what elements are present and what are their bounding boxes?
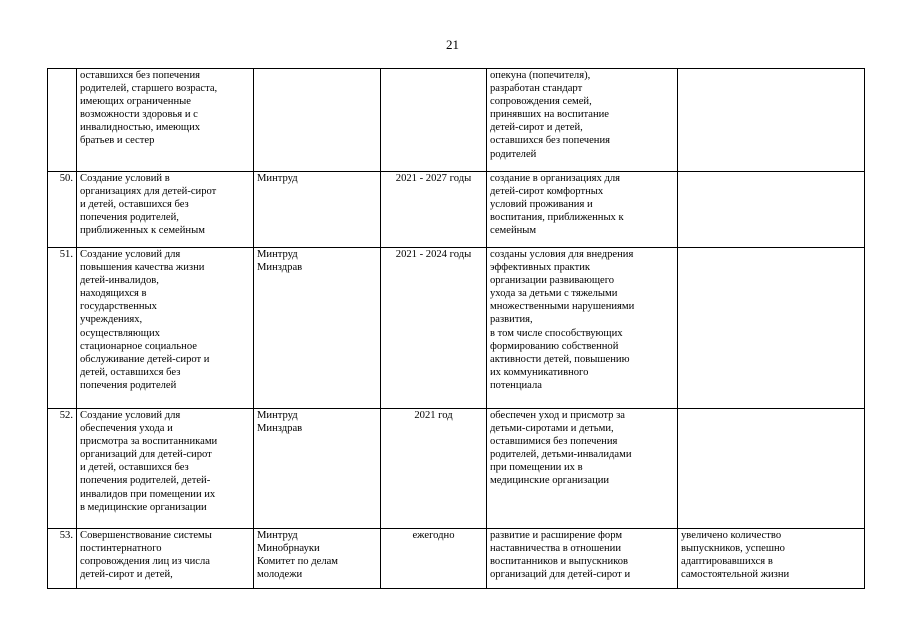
executors-cell [254, 69, 381, 172]
measure-cell: Создание условий для обеспечения ухода и присмотра за воспитанниками организаций для детей-сирот и детей, оставшихся без попечения родителей, детей- инвалидов при помещении их в медицинские организации [77, 409, 254, 529]
row-number: 52. [48, 409, 77, 529]
indicator-cell [678, 172, 865, 248]
deadline-cell: 2021 год [381, 409, 487, 529]
table-row [48, 409, 865, 529]
page-number: 21 [446, 37, 459, 52]
table-row [48, 172, 865, 248]
result-cell: развитие и расширение форм наставничества в отношении воспитанников и выпускников организаций для детей-сирот и [487, 529, 678, 589]
indicator-cell [678, 69, 865, 172]
indicator-cell [678, 409, 865, 529]
executors-cell: Минтруд Минздрав [254, 248, 381, 409]
executors-cell: Минтруд [254, 172, 381, 248]
result-cell: создание в организациях для детей-сирот комфортных условий проживания и воспитания, приближенных к семейным [487, 172, 678, 248]
table-row [48, 529, 865, 589]
result-cell: обеспечен уход и присмотр за детьми-сиротами и детьми, оставшимися без попечения родителей, детьми-инвалидами при помещении их в медицинские организации [487, 409, 678, 529]
measure-cell: Создание условий для повышения качества жизни детей-инвалидов, находящихся в государственных учреждениях, осуществляющих стационарное социальное обслуживание детей-сирот и детей, оставшихся без попечения родителей [77, 248, 254, 409]
table-row [48, 248, 865, 409]
measure-cell: оставшихся без попечения родителей, старшего возраста, имеющих ограниченные возможности здоровья и с инвалидностью, имеющих братьев и сестер [77, 69, 254, 172]
deadline-cell: 2021 - 2027 годы [381, 172, 487, 248]
table-row [48, 69, 865, 172]
deadline-cell [381, 69, 487, 172]
row-number: 51. [48, 248, 77, 409]
row-number [48, 69, 77, 172]
deadline-cell: ежегодно [381, 529, 487, 589]
row-number: 53. [48, 529, 77, 589]
deadline-cell: 2021 - 2024 годы [381, 248, 487, 409]
indicator-cell: увеличено количество выпускников, успешно адаптировавшихся в самостоятельной жизни [678, 529, 865, 589]
measure-cell: Совершенствование системы постинтернатного сопровождения лиц из числа детей-сирот и детей, [77, 529, 254, 589]
measure-cell: Создание условий в организациях для детей-сирот и детей, оставшихся без попечения родителей, приближенных к семейным [77, 172, 254, 248]
result-cell: созданы условия для внедрения эффективных практик организации развивающего ухода за детьми с тяжелыми множественными нарушениями развития, в том числе способствующих формированию собственной активности детей, повышению их коммуникативного потенциала [487, 248, 678, 409]
executors-cell: Минтруд Минобрнауки Комитет по делам молодежи [254, 529, 381, 589]
result-cell: опекуна (попечителя), разработан стандарт сопровождения семей, принявших на воспитание детей-сирот и детей, оставшихся без попечения родителей [487, 69, 678, 172]
indicator-cell [678, 248, 865, 409]
measures-table [47, 68, 865, 589]
row-number: 50. [48, 172, 77, 248]
executors-cell: Минтруд Минздрав [254, 409, 381, 529]
